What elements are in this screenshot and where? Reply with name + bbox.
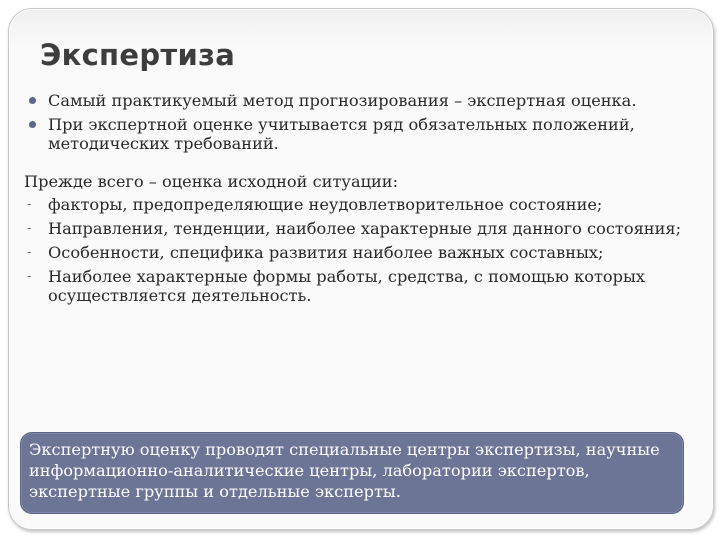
dash-item — [24, 195, 700, 214]
dash-text: Особенности, специфика развития наиболее важных составных; — [48, 243, 604, 262]
bullet-dot-icon — [29, 121, 36, 128]
dash-text: Направления, тенденции, наиболее характерные для данного состояния; — [48, 219, 682, 238]
bullet-text: Самый практикуемый метод прогнозирования – экспертная оценка. — [48, 91, 637, 110]
bullet-item — [24, 91, 700, 110]
bullet-item — [24, 115, 700, 153]
bullet-text: При экспертной оценке учитывается ряд обязательных положений, методических требований. — [48, 115, 635, 153]
intro-text: Прежде всего – оценка исходной ситуации: — [24, 172, 399, 191]
slide-title: Экспертиза — [40, 38, 236, 72]
note-text: Экспертную оценку проводят специальные центры экспертизы, научные информационно-аналитические центры, лаборатории экспертов, экспертные группы и отдельные эксперты. — [29, 440, 660, 501]
bullet-dot-icon — [29, 97, 36, 104]
dash-icon: - — [27, 221, 32, 236]
bullet-list — [24, 91, 700, 153]
note-box — [20, 432, 684, 514]
dash-item — [24, 267, 700, 305]
dash-icon: - — [27, 197, 32, 212]
dash-list — [24, 195, 700, 305]
dash-item — [24, 243, 700, 262]
slide-content — [24, 91, 700, 310]
dash-item — [24, 219, 700, 238]
dash-icon: - — [27, 245, 32, 260]
dash-text: Наиболее характерные формы работы, средства, с помощью которых осуществляется деятельность. — [48, 267, 646, 305]
dash-icon: - — [27, 269, 32, 284]
dash-text: факторы, предопределяющие неудовлетворительное состояние; — [48, 195, 603, 214]
